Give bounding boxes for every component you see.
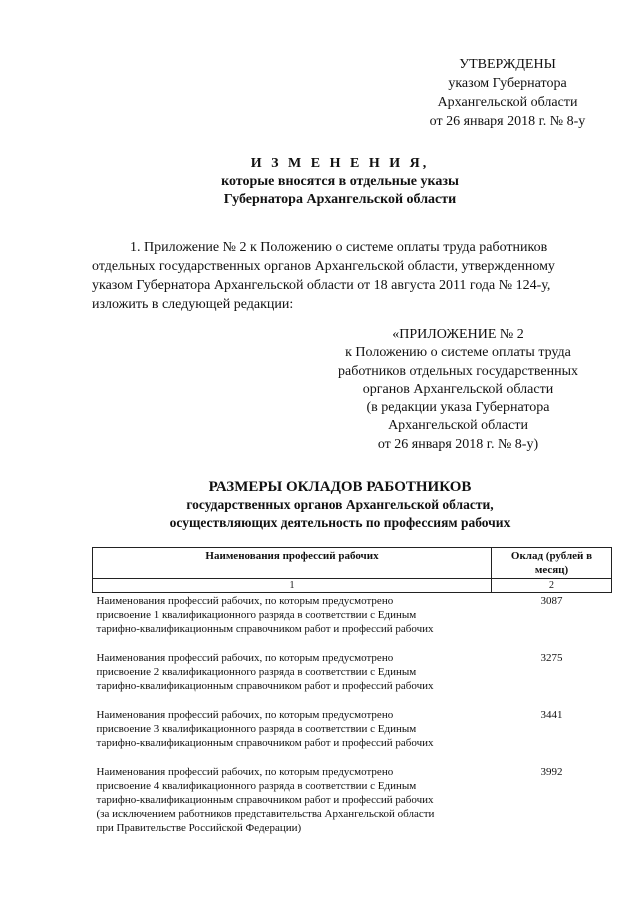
appendix-line: к Положению о системе оплаты труда [345,345,571,361]
table-header-row [93,548,612,579]
title-line: И З М Е Н Е Н И Я, [250,156,430,171]
profession-line: Наименования профессий рабочих, по которым предусмотрено [96,652,394,664]
paragraph-1 [92,238,622,314]
document-title [60,155,620,209]
table-row [93,650,612,707]
appendix-block [318,326,598,454]
table-row [93,593,612,651]
paragraph-line: указом Губернатора Архангельской области от 18 августа 2011 года № 124-у, [92,278,551,293]
profession-line: присвоение 2 квалификационного разряда в соответствии с Единым [96,666,417,678]
salary-cell: 3275 [540,652,563,664]
profession-line: тарифно-квалификационным справочником работ и профессий рабочих [96,737,434,749]
title-line: которые вносятся в отдельные указы [221,174,459,189]
appendix-line: от 26 января 2018 г. № 8-у) [377,436,539,452]
profession-line: Наименования профессий рабочих, по которым предусмотрено [96,709,394,721]
approval-line: Архангельской области [437,95,578,110]
table-heading [80,478,600,532]
profession-line: (за исключением работников представительства Архангельской области [96,808,435,820]
profession-line: присвоение 1 квалификационного разряда в соответствии с Единым [96,609,417,621]
profession-line: при Правительстве Российской Федерации) [96,822,302,834]
profession-line: тарифно-квалификационным справочником работ и профессий рабочих [96,794,434,806]
salary-cell: 3087 [540,595,563,607]
table-row [93,707,612,764]
profession-line: Наименования профессий рабочих, по которым предусмотрено [96,766,394,778]
salary-cell: 3992 [540,766,563,778]
salary-cell: 3441 [540,709,563,721]
profession-line: присвоение 3 квалификационного разряда в соответствии с Единым [96,723,417,735]
appendix-line: Архангельской области [388,418,528,434]
appendix-line: работников отдельных государственных [337,363,578,379]
appendix-line: (в редакции указа Губернатора [366,400,550,416]
column-index: 2 [492,579,612,593]
title-line: Губернатора Архангельской области [223,192,457,207]
salary-table [92,547,612,849]
profession-cell [93,764,492,849]
profession-line: тарифно-квалификационным справочником работ и профессий рабочих [96,680,434,692]
table-index-row [93,579,612,593]
heading-sub: осуществляющих деятельность по профессиям рабочих [169,515,511,530]
header-salary: Оклад (рублей в месяц) [492,548,612,579]
approval-line: указом Губернатора [448,76,567,91]
profession-line: Наименования профессий рабочих, по которым предусмотрено [96,595,394,607]
profession-line: тарифно-квалификационным справочником работ и профессий рабочих [96,623,434,635]
paragraph-line: 1. Приложение № 2 к Положению о системе оплаты труда работников [130,240,548,255]
table-row [93,764,612,849]
profession-cell [93,707,492,764]
profession-cell [93,593,492,651]
header-profession: Наименования профессий рабочих [93,548,492,579]
paragraph-line: изложить в следующей редакции: [92,297,294,312]
approval-line: УТВЕРЖДЕНЫ [459,57,556,72]
appendix-line: органов Архангельской области [362,381,554,397]
profession-cell [93,650,492,707]
approval-line: от 26 января 2018 г. № 8-у [429,114,586,129]
appendix-line: «ПРИЛОЖЕНИЕ № 2 [392,327,524,342]
profession-line: присвоение 4 квалификационного разряда в соответствии с Единым [96,780,417,792]
column-index: 1 [93,579,492,593]
heading-main: РАЗМЕРЫ ОКЛАДОВ РАБОТНИКОВ [208,479,472,495]
approval-block [400,55,615,131]
heading-sub: государственных органов Архангельской области, [186,497,494,512]
paragraph-line: отдельных государственных органов Архангельской области, утвержденному [92,259,555,274]
